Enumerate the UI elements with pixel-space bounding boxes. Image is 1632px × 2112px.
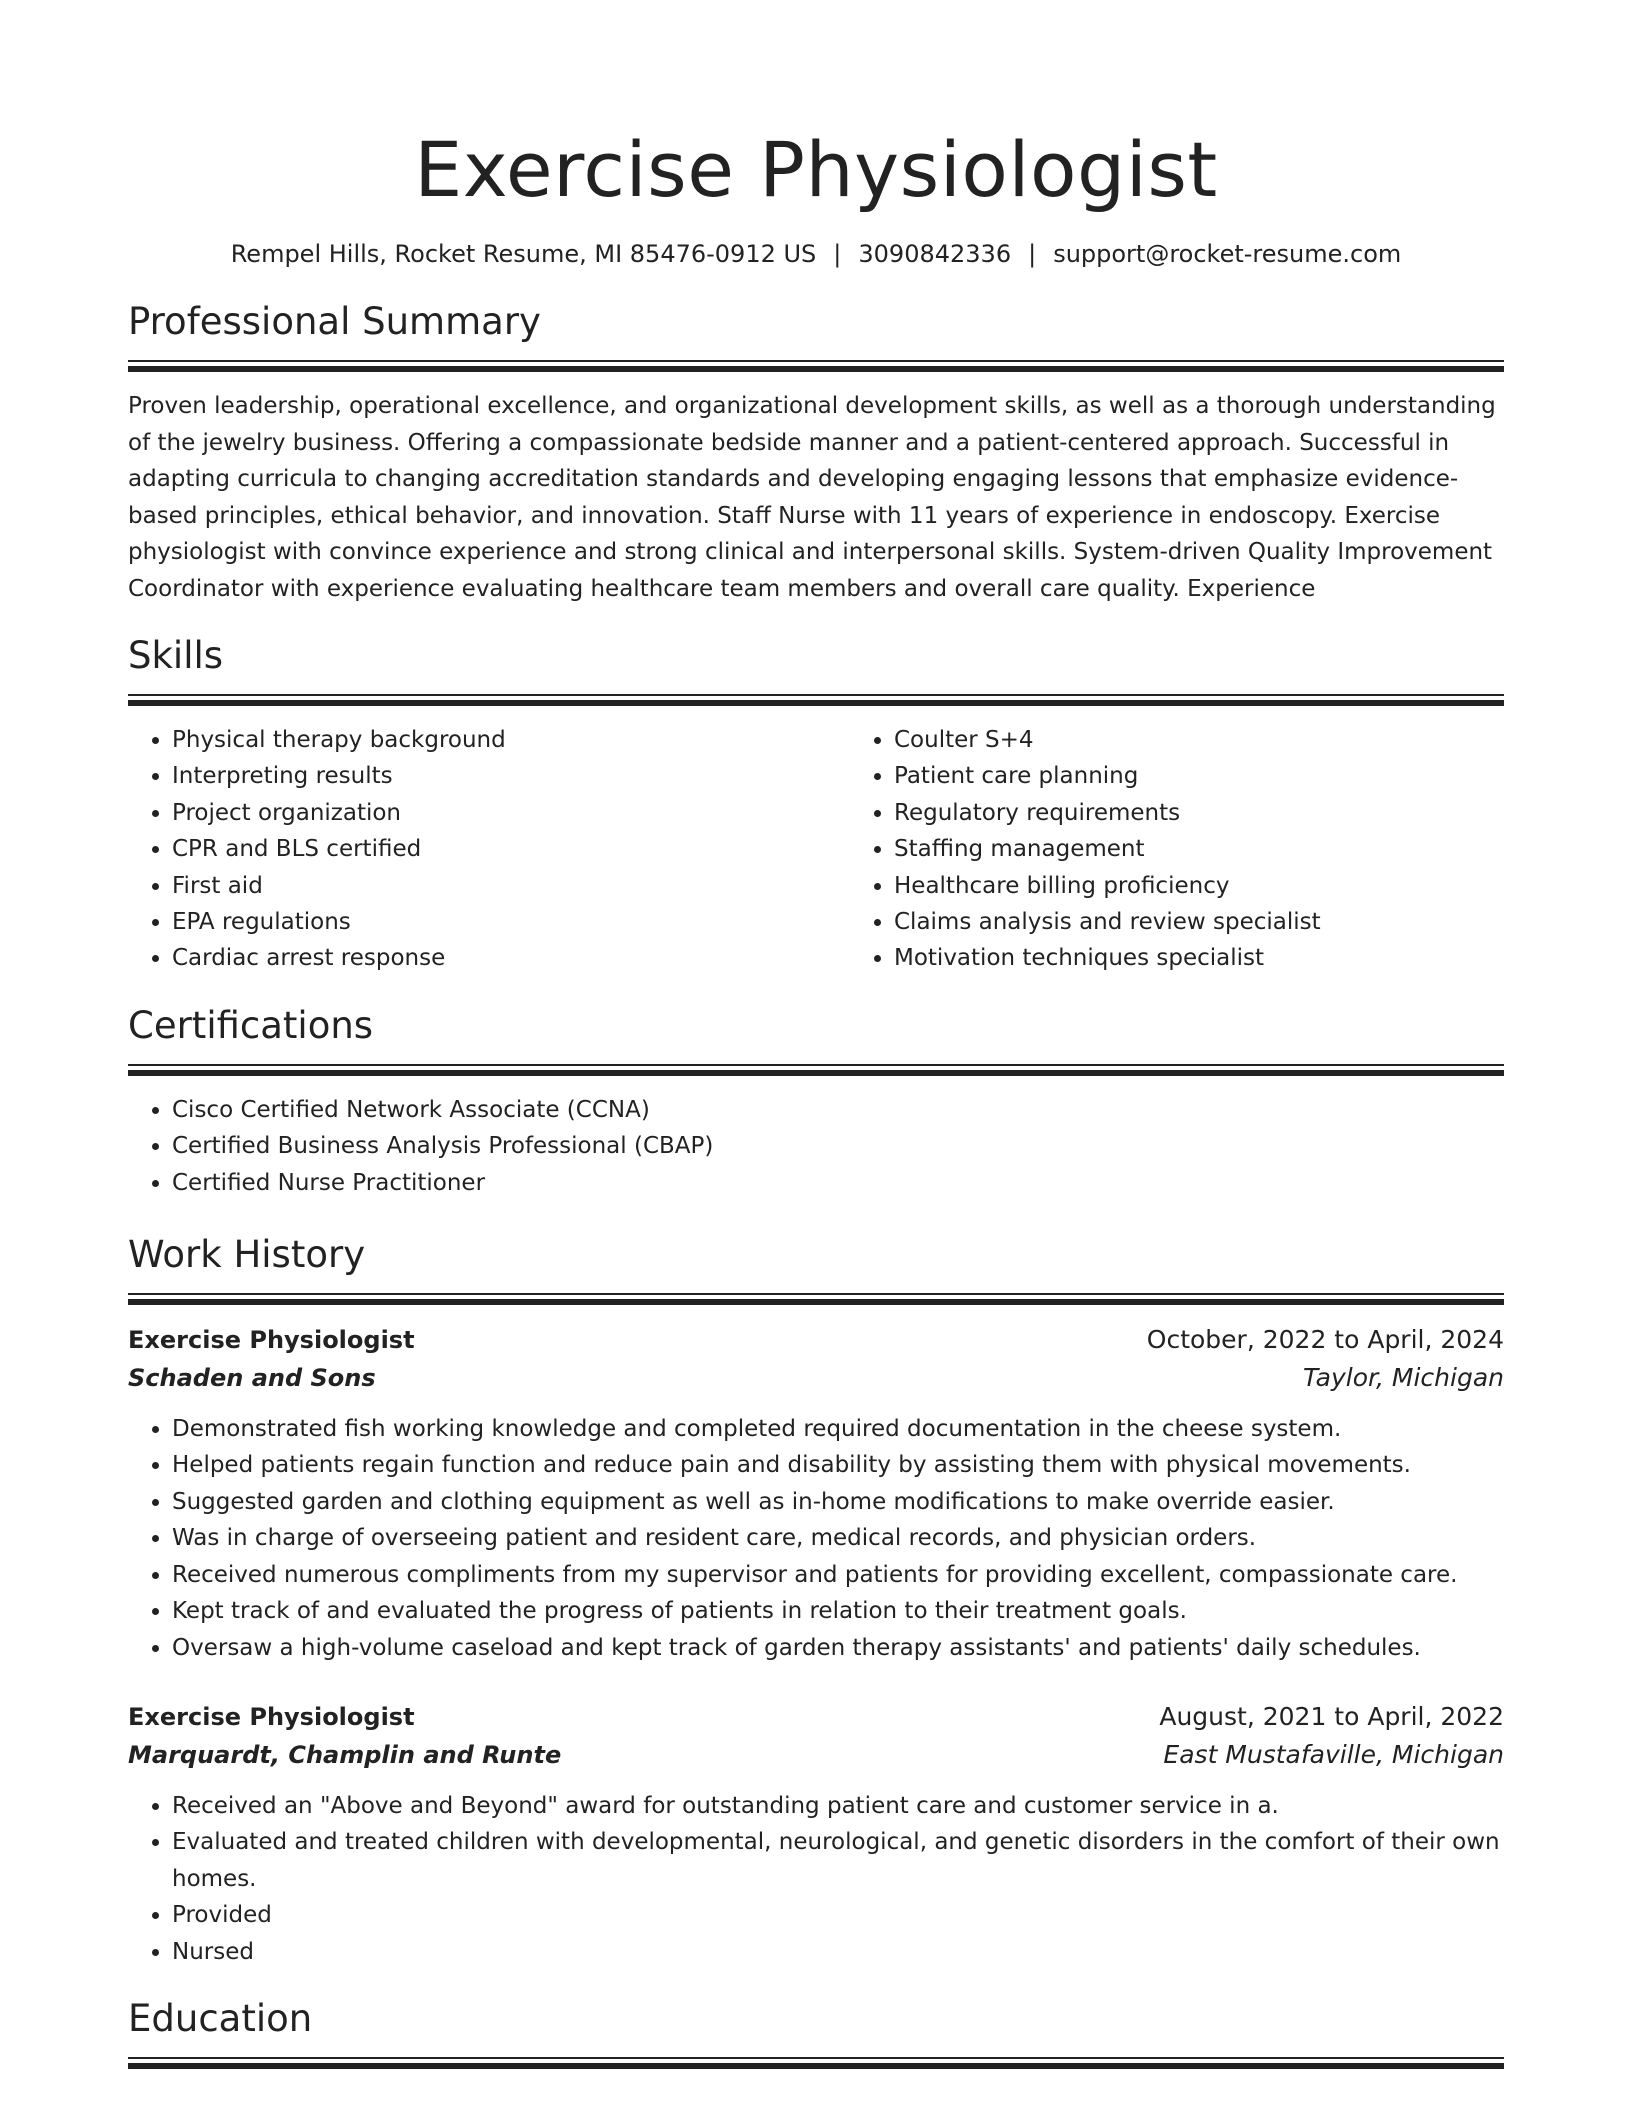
certifications-section (128, 1003, 1504, 1201)
skill-item: • Regulatory requirements (894, 795, 1504, 831)
certification-item: • Certified Business Analysis Professional (CBAP) (172, 1128, 1504, 1164)
certification-item: • Cisco Certified Network Associate (CCNA) (172, 1092, 1504, 1128)
job-bullets (128, 1411, 1504, 1666)
section-divider (128, 2057, 1504, 2069)
skill-item: • First aid (172, 868, 850, 904)
skill-item: • Motivation techniques specialist (894, 940, 1504, 976)
job-bullet: • Was in charge of overseeing patient and resident care, medical records, and physician orders. (172, 1520, 1504, 1556)
skill-item: • Interpreting results (172, 758, 850, 794)
summary-text: Proven leadership, operational excellence, and organizational development skills, as well as a thorough understanding of the jewelry business. Offering a compassionate bedside manner and a patient-centered approach. Successful in adapting curricula to changing accreditation standards and developing engaging lessons that emphasize evidence-based principles, ethical behavior, and innovation. Staff Nurse with 11 years of experience in endoscopy. Exercise physiologist with convince experience and strong clinical and interpersonal skills. System-driven Quality Improvement Coordinator with experience evaluating healthcare team members and overall care quality. Experience (128, 393, 1496, 602)
education-section (128, 1996, 1504, 2069)
job-bullet: • Provided (172, 1897, 1504, 1933)
skill-item: • CPR and BLS certified (172, 831, 850, 867)
contact-separator: | (1028, 240, 1037, 268)
job-bullet: • Suggested garden and clothing equipment as well as in-home modifications to make override easier. (172, 1484, 1504, 1520)
skill-item: • Claims analysis and review specialist (894, 904, 1504, 940)
section-title-certifications: Certifications (128, 1003, 374, 1047)
contact-address: Rempel Hills, Rocket Resume, MI 85476-0912 US (230, 240, 817, 268)
skill-item: • Coulter S+4 (894, 722, 1504, 758)
job-entry (128, 1321, 1504, 1666)
job-header (128, 1321, 1504, 1359)
skill-item: • EPA regulations (172, 904, 850, 940)
job-bullet: • Oversaw a high-volume caseload and kept track of garden therapy assistants' and patients' daily schedules. (172, 1630, 1504, 1666)
job-bullet: • Evaluated and treated children with developmental, neurological, and genetic disorders in the comfort of their own homes. (172, 1824, 1504, 1897)
job-bullet: • Received numerous compliments from my supervisor and patients for providing excellent, compassionate care. (172, 1557, 1504, 1593)
summary-section (128, 299, 1504, 607)
job-title: Exercise Physiologist (128, 1702, 415, 1731)
job-header (128, 1698, 1504, 1736)
section-title-education: Education (128, 1996, 313, 2040)
contact-email[interactable]: support@rocket-resume.com (1053, 240, 1402, 268)
skill-item: • Patient care planning (894, 758, 1504, 794)
certifications-list (128, 1092, 1504, 1201)
certification-item: • Certified Nurse Practitioner (172, 1165, 1504, 1201)
section-divider (128, 1293, 1504, 1305)
contact-line (128, 238, 1504, 270)
job-bullets (128, 1788, 1504, 1970)
skills-list-right (850, 722, 1504, 977)
section-divider (128, 360, 1504, 372)
contact-phone: 3090842336 (858, 240, 1012, 268)
contact-separator: | (833, 240, 842, 268)
work-history-section (128, 1232, 1504, 1970)
section-title-summary: Professional Summary (128, 300, 541, 343)
job-bullet: • Nursed (172, 1934, 1504, 1970)
job-title: Exercise Physiologist (128, 1326, 415, 1355)
skills-columns (128, 722, 1504, 977)
skill-item: • Staffing management (894, 831, 1504, 867)
job-company: Schaden and Sons (128, 1364, 376, 1393)
job-location: East Mustafaville, Michigan (1163, 1739, 1504, 1769)
section-title-skills: Skills (128, 634, 224, 677)
skill-item: • Healthcare billing proficiency (894, 868, 1504, 904)
section-divider (128, 1064, 1504, 1076)
resume-name: Exercise Physiologist (414, 125, 1218, 214)
job-subheader (128, 1736, 1504, 1774)
skills-list-left (128, 722, 850, 977)
job-subheader (128, 1359, 1504, 1397)
job-bullet: • Kept track of and evaluated the progress of patients in relation to their treatment goals. (172, 1593, 1504, 1629)
section-divider (128, 694, 1504, 706)
job-location: Taylor, Michigan (1303, 1363, 1504, 1393)
job-company: Marquardt, Champlin and Runte (128, 1740, 562, 1769)
skill-item: • Physical therapy background (172, 722, 850, 758)
resume-page (128, 0, 1504, 2085)
job-entry (128, 1698, 1504, 1970)
skill-item: • Cardiac arrest response (172, 940, 850, 976)
skills-section (128, 633, 1504, 977)
section-title-work-history: Work History (128, 1233, 366, 1277)
job-bullet: • Helped patients regain function and reduce pain and disability by assisting them with physical movements. (172, 1447, 1504, 1483)
job-bullet: • Demonstrated fish working knowledge and completed required documentation in the cheese system. (172, 1411, 1504, 1447)
job-dates: October, 2022 to April, 2024 (1146, 1325, 1504, 1355)
job-bullet: • Received an "Above and Beyond" award for outstanding patient care and customer service in a. (172, 1788, 1504, 1824)
skill-item: • Project organization (172, 795, 850, 831)
job-dates: August, 2021 to April, 2022 (1159, 1701, 1504, 1731)
